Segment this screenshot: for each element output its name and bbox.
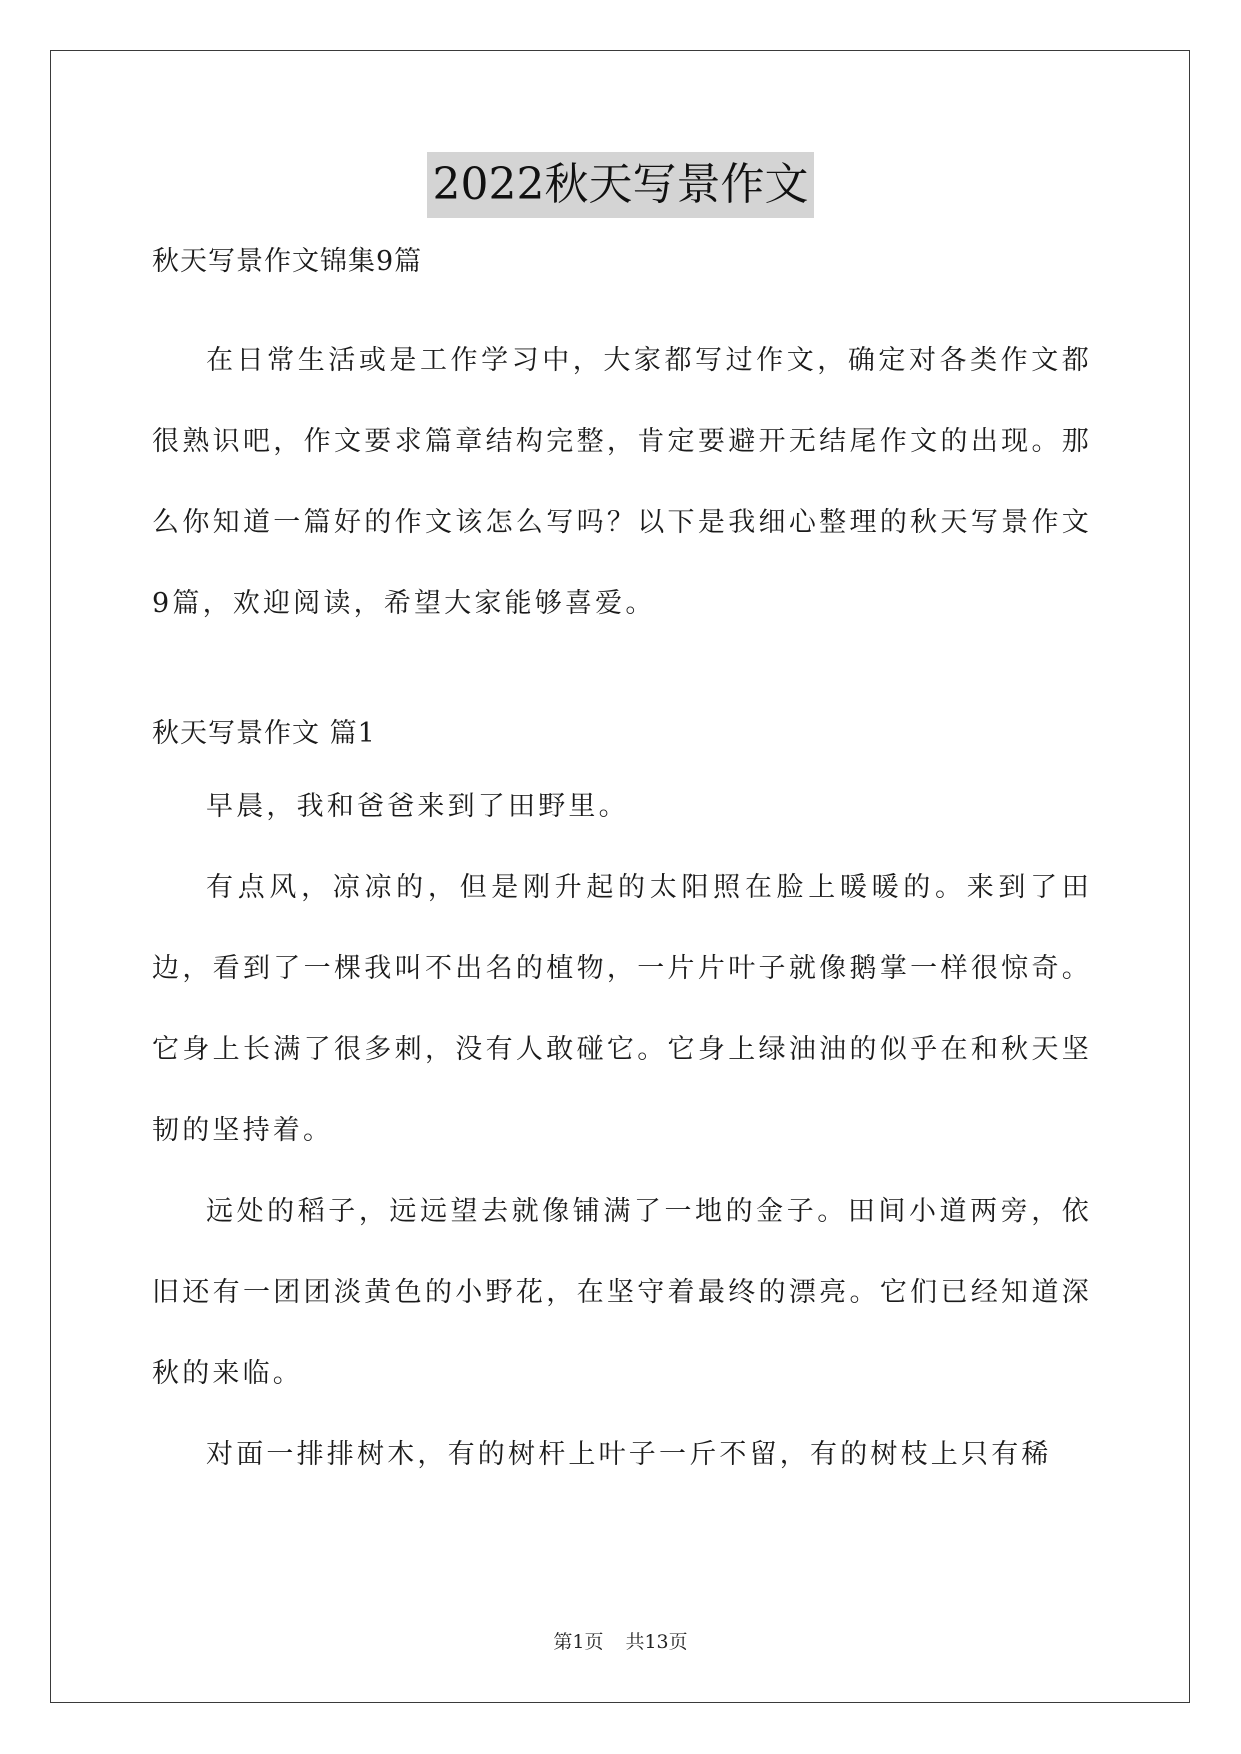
body-paragraph: 早晨，我和爸爸来到了田野里。 xyxy=(206,791,629,822)
document-title: 2022秋天写景作文 xyxy=(427,152,815,218)
title-container xyxy=(0,152,1241,218)
page-footer xyxy=(0,1630,1241,1654)
intro-paragraph: 在日常生活或是工作学习中，大家都写过作文，确定对各类作文都很熟识吧，作文要求篇章结构完整，肯定要避开无结尾作文的出现。那么你知道一篇好的作文该怎么写吗？以下是我细心整理的秋天写景作文9篇，欢迎阅读，希望大家能够喜爱。 xyxy=(152,345,1092,619)
spacer xyxy=(152,644,1092,702)
spacer xyxy=(152,294,1092,320)
document-body xyxy=(152,230,1092,1495)
intro-heading: 秋天写景作文锦集9篇 xyxy=(152,246,423,277)
body-paragraph: 对面一排排树木，有的树杆上叶子一斤不留，有的树枝上只有稀 xyxy=(206,1439,1052,1470)
page-number: 第1页 xyxy=(553,1631,604,1653)
section-heading: 秋天写景作文 篇1 xyxy=(152,718,376,749)
body-paragraph: 远处的稻子，远远望去就像铺满了一地的金子。田间小道两旁，依旧还有一团团淡黄色的小野花，在坚守着最终的漂亮。它们已经知道深秋的来临。 xyxy=(152,1196,1092,1389)
page-total: 共13页 xyxy=(625,1631,688,1653)
body-paragraph: 有点风，凉凉的，但是刚升起的太阳照在脸上暖暖的。来到了田边，看到了一棵我叫不出名的植物，一片片叶子就像鹅掌一样很惊奇。它身上长满了很多刺，没有人敢碰它。它身上绿油油的似乎在和秋天坚韧的坚持着。 xyxy=(152,872,1092,1146)
